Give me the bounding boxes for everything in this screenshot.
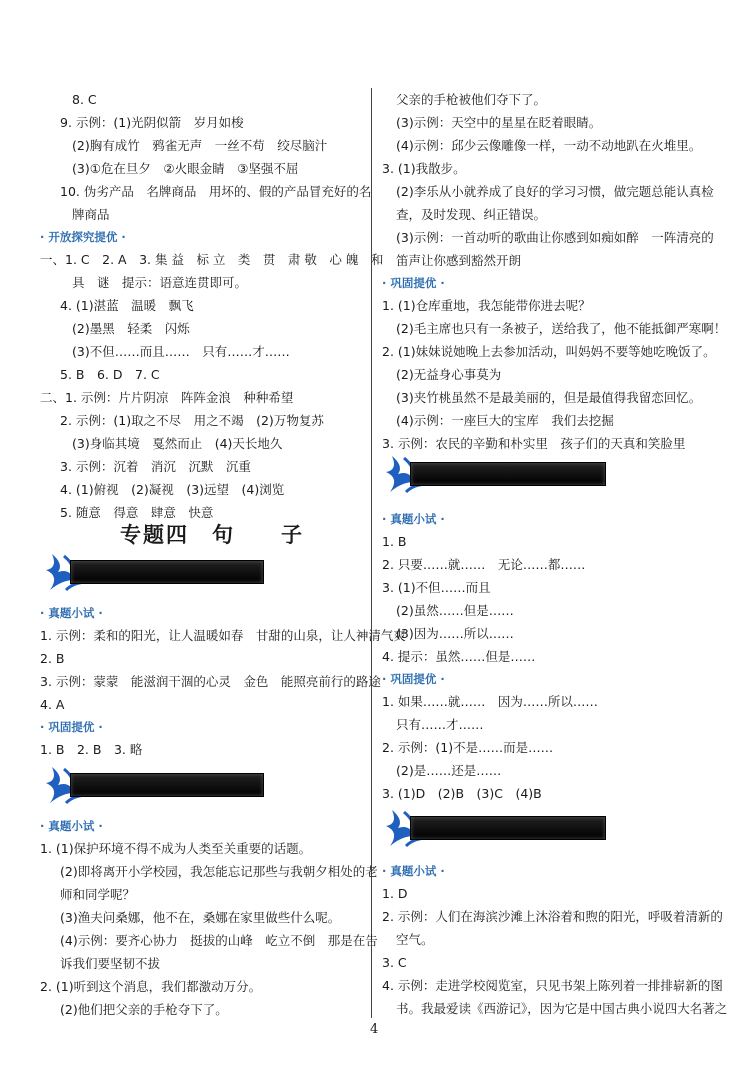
answer-line: (3)渔夫问桑娜，他不在，桑娜在家里做些什么呢。 — [60, 910, 341, 925]
answer-line: 1. D — [382, 886, 408, 901]
section-banner — [384, 452, 606, 494]
answer-line: 4. 示例：走进学校阅览室，只见书架上陈列着一排排崭新的图 — [382, 978, 723, 993]
answer-line: 3. C — [382, 955, 407, 970]
answer-line: 2. 只要……就…… 无论……都…… — [382, 557, 586, 572]
answer-line: 4. 提示：虽然……但是…… — [382, 649, 536, 664]
answer-line: 2. 示例：人们在海滨沙滩上沐浴着和煦的阳光，呼吸着清新的 — [382, 909, 723, 924]
answer-line: 3. 示例：蒙蒙 能滋润干涸的心灵 金色 能照亮前行的路途 — [40, 674, 381, 689]
answer-line: 1. B 2. B 3. 略 — [40, 742, 143, 757]
answer-line: 查，及时发现、纠正错误。 — [396, 207, 547, 222]
answer-line: 4. (1)湛蓝 温暖 飘飞 — [60, 298, 194, 313]
answer-line: (4)示例：要齐心协力 挺拔的山峰 屹立不倒 那是在告 — [60, 933, 378, 948]
section-heading: · 真题小试 · — [382, 864, 445, 878]
answer-line: (3)不但……而且…… 只有……才…… — [72, 344, 290, 359]
answer-line: 2. 示例：(1)不是……而是…… — [382, 740, 554, 755]
answer-line: 3. (1)不但……而且 — [382, 580, 491, 595]
section-heading: · 真题小试 · — [382, 512, 445, 526]
answer-line: 5. B 6. D 7. C — [60, 367, 160, 382]
section-heading: · 真题小试 · — [40, 606, 103, 620]
answer-line: 1. (1)仓库重地，我怎能带你进去呢？ — [382, 298, 591, 313]
answer-line: (2)虽然……但是…… — [396, 603, 514, 618]
section-heading: · 巩固提优 · — [382, 672, 445, 686]
answer-line: 2. (1)妹妹说她晚上去参加活动，叫妈妈不要等她吃晚饭了。 — [382, 344, 716, 359]
answer-line: 5. 随意 得意 肆意 快意 — [60, 505, 214, 520]
answer-line: 2. B — [40, 651, 65, 666]
answer-line: (3)身临其境 戛然而止 (4)天长地久 — [72, 436, 283, 451]
answer-line: (2)无益身心事莫为 — [396, 367, 502, 382]
answer-line: 1. (1)保护环境不得不成为人类至关重要的话题。 — [40, 841, 312, 856]
answer-line: 3. 示例：农民的辛勤和朴实里 孩子们的天真和笑脸里 — [382, 436, 686, 451]
answer-line: (2)即将离开小学校园，我怎能忘记那些与我朝夕相处的老 — [60, 864, 378, 879]
answer-line: (2)李乐从小就养成了良好的学习习惯，做完题总能认真检 — [396, 184, 714, 199]
answer-line: 2. 示例：(1)取之不尽 用之不竭 (2)万物复苏 — [60, 413, 324, 428]
section-heading: · 真题小试 · — [40, 819, 103, 833]
answer-line: 9. 示例：(1)光阴似箭 岁月如梭 — [60, 115, 244, 130]
answer-line: 父亲的手枪被他们夺下了。 — [396, 92, 547, 107]
answer-line: 1. 示例：柔和的阳光，让人温暖如春 甘甜的山泉，让人神清气爽 — [40, 628, 406, 643]
answer-line: 3. 示例：沉着 消沉 沉默 沉重 — [60, 459, 251, 474]
answer-line: 1. B — [382, 534, 407, 549]
answer-line: 2. (1)听到这个消息，我们都激动万分。 — [40, 979, 262, 994]
section-heading: · 巩固提优 · — [40, 720, 103, 734]
answer-line: 8. C — [72, 92, 97, 107]
chapter-title: 专题四 句 子 — [120, 523, 304, 547]
answer-line: (3)示例：天空中的星星在眨着眼睛。 — [396, 115, 602, 130]
answer-line: 笛声让你感到豁然开朗 — [396, 253, 522, 268]
section-banner — [384, 806, 606, 848]
answer-line: 二、1. 示例：片片阴凉 阵阵金浪 种种希望 — [40, 390, 294, 405]
answer-line: 4. A — [40, 697, 65, 712]
answer-line: 10. 伪劣产品 名牌商品 用坏的、假的产品冒充好的名 — [60, 184, 372, 199]
answer-line: (2)他们把父亲的手枪夺下了。 — [60, 1002, 228, 1017]
page-number: 4 — [370, 1022, 379, 1037]
answer-line: 1. 如果……就…… 因为……所以…… — [382, 694, 598, 709]
answer-line: (3)示例：一首动听的歌曲让你感到如痴如醉 一阵清亮的 — [396, 230, 714, 245]
answer-line: (2)墨黑 轻柔 闪烁 — [72, 321, 190, 336]
answer-line: 诉我们要坚韧不拔 — [60, 956, 161, 971]
section-heading: · 开放探究提优 · — [40, 230, 126, 244]
answer-line: (2)毛主席也只有一条被子，送给我了，他不能抵御严寒啊！ — [396, 321, 727, 336]
answer-line: 3. (1)D (2)B (3)C (4)B — [382, 786, 542, 801]
answer-line: (3)①危在旦夕 ②火眼金睛 ③坚强不屈 — [72, 161, 299, 176]
answer-line: 书。我最爱读《西游记》，因为它是中国古典小说四大名著之 — [396, 1001, 728, 1016]
answer-line: (3)因为……所以…… — [396, 626, 514, 641]
answer-line: (3)夹竹桃虽然不是最美丽的，但是最值得我留恋回忆。 — [396, 390, 702, 405]
answer-line: 空气。 — [396, 932, 434, 947]
section-heading: · 巩固提优 · — [382, 276, 445, 290]
section-banner — [44, 763, 264, 805]
answer-line: (4)示例：邱少云像雕像一样，一动不动地趴在火堆里。 — [396, 138, 702, 153]
answer-line: 只有……才…… — [396, 717, 484, 732]
answer-line: 一、1. C 2. A 3. 集 益 标 立 类 贯 肃 敬 心 魄 和 — [40, 252, 384, 267]
answer-line: (2)胸有成竹 鸦雀无声 一丝不苟 绞尽脑汁 — [72, 138, 328, 153]
answer-line: 4. (1)俯视 (2)凝视 (3)远望 (4)浏览 — [60, 482, 285, 497]
answer-line: 牌商品 — [72, 207, 110, 222]
answer-line: (4)示例：一座巨大的宝库 我们去挖掘 — [396, 413, 614, 428]
section-banner — [44, 550, 264, 592]
answer-line: (2)是……还是…… — [396, 763, 502, 778]
answer-line: 3. (1)我散步。 — [382, 161, 466, 176]
answer-line: 师和同学呢？ — [60, 887, 136, 902]
answer-line: 具 谜 提示：语意连贯即可。 — [72, 275, 248, 290]
